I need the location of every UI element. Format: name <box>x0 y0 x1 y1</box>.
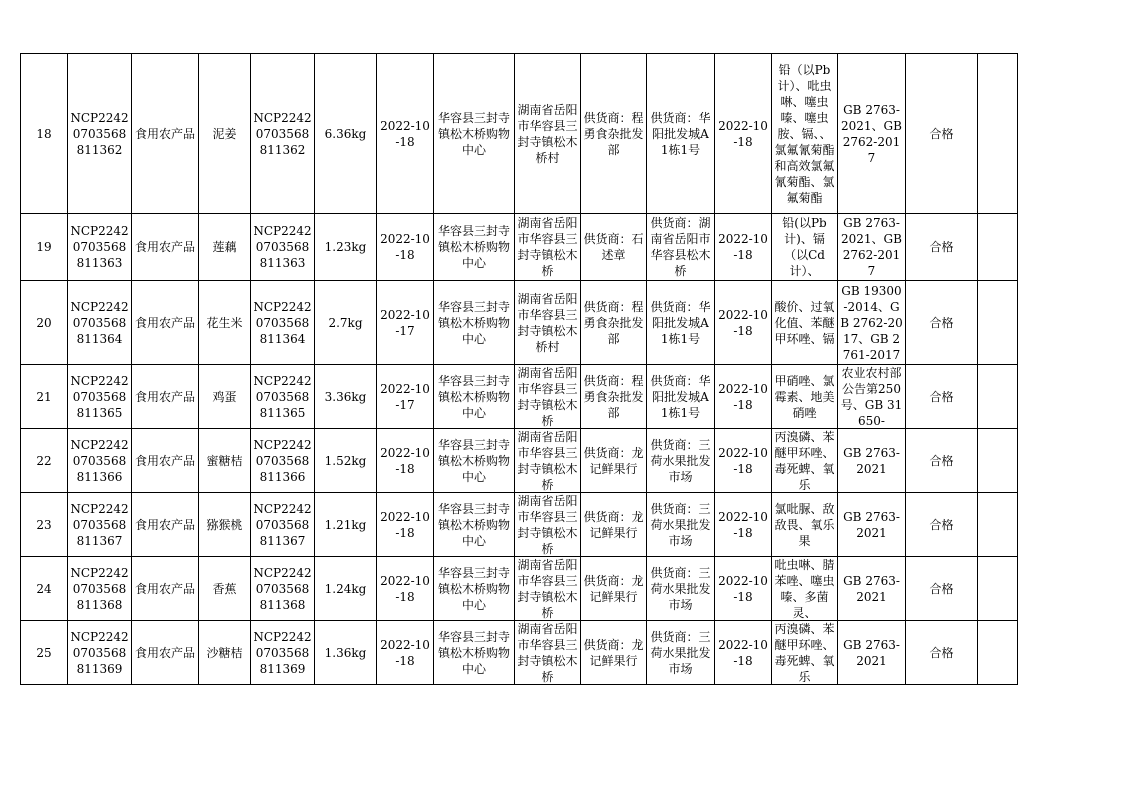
inspection-date: 2022-10-18 <box>718 509 768 540</box>
sample-name-cell <box>199 621 251 685</box>
row-number-cell <box>21 365 68 429</box>
seller-name: 华容县三封寺镇松木桥购物中心 <box>437 565 510 612</box>
seller-name: 华容县三封寺镇松木桥购物中心 <box>437 501 510 548</box>
specification-cell <box>315 621 377 685</box>
sample-name-cell <box>199 557 251 621</box>
standard-basis: 农业农村部公告第250号、GB 31650- <box>840 366 903 428</box>
sample-code-cell <box>68 281 132 365</box>
supplier-address: 供货商：三荷水果批发市场 <box>650 501 711 548</box>
batch-number: NCP22420703568811364 <box>253 299 312 346</box>
seller-address: 湖南省岳阳市华容县三封寺镇松木桥村 <box>517 291 578 354</box>
test-items-cell <box>772 281 838 365</box>
standard-basis-cell <box>838 54 906 214</box>
standard-basis: GB 2763-2021、GB 2762-2017 <box>841 102 902 165</box>
inspection-result-cell <box>906 493 978 557</box>
table-row <box>21 214 1018 281</box>
test-items-cell <box>772 365 838 429</box>
food-category: 食用农产品 <box>134 315 195 330</box>
row-number: 20 <box>36 315 52 330</box>
inspection-results-table <box>20 53 1018 685</box>
batch-number: NCP22420703568811366 <box>253 437 312 484</box>
sample-code-cell <box>68 214 132 281</box>
inspection-result-cell <box>906 281 978 365</box>
seller-name-cell <box>434 281 515 365</box>
sample-name: 香蕉 <box>212 581 237 596</box>
seller-address: 湖南省岳阳市华容县三封寺镇松木桥 <box>517 558 578 620</box>
row-number-cell <box>21 557 68 621</box>
seller-name: 华容县三封寺镇松木桥购物中心 <box>437 629 510 676</box>
remarks-cell <box>978 493 1018 557</box>
test-items: 酸价、过氧化值、苯醚甲环唑、镉 <box>774 299 835 346</box>
production-date: 2022-10-18 <box>380 232 430 262</box>
seller-address-cell <box>515 429 581 493</box>
row-number: 19 <box>36 240 52 254</box>
row-number-cell <box>21 493 68 557</box>
specification: 6.36kg <box>324 126 367 141</box>
standard-basis-cell <box>838 214 906 281</box>
inspection-date-cell <box>715 281 772 365</box>
row-number-cell <box>21 621 68 685</box>
supplier-address-cell <box>647 429 715 493</box>
food-category-cell <box>132 281 199 365</box>
food-category-cell <box>132 557 199 621</box>
specification: 1.52kg <box>324 453 367 468</box>
batch-number-cell <box>251 621 315 685</box>
table-row <box>21 493 1018 557</box>
inspection-date: 2022-10-18 <box>718 637 768 668</box>
remarks-cell <box>978 557 1018 621</box>
batch-number: NCP22420703568811365 <box>253 373 312 420</box>
food-category-cell <box>132 365 199 429</box>
inspection-result: 合格 <box>929 517 954 532</box>
sample-name: 泥姜 <box>212 126 237 141</box>
table-row <box>21 557 1018 621</box>
standard-basis: GB 2763-2021 <box>843 637 900 668</box>
seller-name-cell <box>434 429 515 493</box>
standard-basis: GB 19300-2014、GB 2762-2017、GB 2761-2017 <box>840 283 903 362</box>
inspection-date: 2022-10-18 <box>718 118 768 149</box>
production-date-cell <box>377 54 434 214</box>
supplier-address: 供货商：华阳批发城A1栋1号 <box>650 299 711 346</box>
seller-name: 华容县三封寺镇松木桥购物中心 <box>437 110 510 157</box>
batch-number-cell <box>251 557 315 621</box>
batch-number: NCP22420703568811369 <box>253 629 312 676</box>
food-category: 食用农产品 <box>134 453 195 468</box>
test-items: 吡虫啉、腈苯唑、噻虫嗪、多菌灵、 <box>774 558 835 620</box>
production-date-cell <box>377 621 434 685</box>
remarks-cell <box>978 429 1018 493</box>
production-date-cell <box>377 365 434 429</box>
sample-name-cell <box>199 281 251 365</box>
supplier-name-cell <box>581 365 647 429</box>
food-category-cell <box>132 214 199 281</box>
supplier-name: 供货商：石述章 <box>583 232 644 262</box>
supplier-name: 供货商：龙记鲜果行 <box>583 637 644 668</box>
sample-code: NCP22420703568811362 <box>70 110 129 157</box>
inspection-date-cell <box>715 214 772 281</box>
batch-number: NCP22420703568811368 <box>253 565 312 612</box>
row-number-cell <box>21 281 68 365</box>
supplier-address: 供货商：湖南省岳阳市华容县松木桥 <box>650 216 711 278</box>
specification-cell <box>315 281 377 365</box>
remarks-cell <box>978 54 1018 214</box>
specification: 1.21kg <box>324 517 367 532</box>
supplier-address: 供货商：三荷水果批发市场 <box>650 629 711 676</box>
supplier-name: 供货商：龙记鲜果行 <box>583 509 644 540</box>
production-date: 2022-10-18 <box>380 445 430 476</box>
sample-code: NCP22420703568811368 <box>70 565 129 612</box>
supplier-name: 供货商：程勇食杂批发部 <box>583 373 644 420</box>
production-date: 2022-10-17 <box>380 381 430 412</box>
inspection-date: 2022-10-18 <box>718 381 768 412</box>
food-category: 食用农产品 <box>134 581 195 596</box>
standard-basis: GB 2763-2021 <box>843 509 900 540</box>
test-items: 铅(以Pb计)、镉（以Cd计）、 <box>782 216 827 278</box>
food-category-cell <box>132 621 199 685</box>
sample-code-cell <box>68 365 132 429</box>
sample-code: NCP22420703568811365 <box>70 373 129 420</box>
row-number: 25 <box>36 645 52 660</box>
supplier-name-cell <box>581 429 647 493</box>
seller-name-cell <box>434 54 515 214</box>
standard-basis-cell <box>838 621 906 685</box>
standard-basis-cell <box>838 557 906 621</box>
inspection-result: 合格 <box>929 453 954 468</box>
test-items: 铅（以Pb计）、吡虫啉、噻虫嗪、噻虫胺、镉、、氯氟氰菊酯和高效氯氟氰菊酯、氯氟菊酯 <box>774 62 835 205</box>
production-date-cell <box>377 557 434 621</box>
batch-number: NCP22420703568811367 <box>253 501 312 548</box>
inspection-result-cell <box>906 214 978 281</box>
supplier-name: 供货商：程勇食杂批发部 <box>583 299 644 346</box>
seller-address-cell <box>515 621 581 685</box>
production-date: 2022-10-18 <box>380 573 430 604</box>
seller-name-cell <box>434 214 515 281</box>
inspection-date: 2022-10-18 <box>718 307 768 338</box>
inspection-result-cell <box>906 429 978 493</box>
sample-code-cell <box>68 557 132 621</box>
sample-code: NCP22420703568811364 <box>70 299 129 346</box>
row-number: 18 <box>36 126 52 141</box>
production-date-cell <box>377 429 434 493</box>
seller-address: 湖南省岳阳市华容县三封寺镇松木桥 <box>517 494 578 556</box>
sample-code: NCP22420703568811367 <box>70 501 129 548</box>
table-row <box>21 54 1018 214</box>
inspection-date: 2022-10-18 <box>718 573 768 604</box>
supplier-name: 供货商：龙记鲜果行 <box>583 445 644 476</box>
test-items-cell <box>772 214 838 281</box>
seller-name: 华容县三封寺镇松木桥购物中心 <box>437 373 510 420</box>
test-items-cell <box>772 54 838 214</box>
standard-basis-cell <box>838 281 906 365</box>
food-category-cell <box>132 54 199 214</box>
standard-basis: GB 2763-2021 <box>843 573 900 604</box>
seller-address-cell <box>515 557 581 621</box>
supplier-address-cell <box>647 621 715 685</box>
sample-name-cell <box>199 214 251 281</box>
production-date-cell <box>377 214 434 281</box>
test-items: 甲硝唑、氯霉素、地美硝唑 <box>774 373 835 420</box>
supplier-name: 供货商：龙记鲜果行 <box>583 573 644 604</box>
supplier-address-cell <box>647 493 715 557</box>
supplier-name-cell <box>581 557 647 621</box>
specification-cell <box>315 365 377 429</box>
inspection-date-cell <box>715 429 772 493</box>
supplier-address: 供货商：华阳批发城A1栋1号 <box>650 373 711 420</box>
production-date: 2022-10-18 <box>380 118 430 149</box>
seller-address: 湖南省岳阳市华容县三封寺镇松木桥 <box>517 622 578 684</box>
test-items: 丙溴磷、苯醚甲环唑、毒死蜱、氧乐 <box>774 622 835 684</box>
batch-number-cell <box>251 54 315 214</box>
sample-name: 猕猴桃 <box>206 517 243 532</box>
standard-basis-cell <box>838 365 906 429</box>
production-date-cell <box>377 493 434 557</box>
standard-basis-cell <box>838 429 906 493</box>
specification-cell <box>315 214 377 281</box>
supplier-name-cell <box>581 493 647 557</box>
supplier-address-cell <box>647 365 715 429</box>
supplier-address-cell <box>647 214 715 281</box>
seller-address-cell <box>515 281 581 365</box>
inspection-result: 合格 <box>929 126 954 141</box>
specification-cell <box>315 429 377 493</box>
sample-code-cell <box>68 621 132 685</box>
food-category: 食用农产品 <box>134 240 195 254</box>
seller-name-cell <box>434 621 515 685</box>
sample-name: 莲藕 <box>212 240 237 254</box>
remarks-cell <box>978 281 1018 365</box>
test-items-cell <box>772 429 838 493</box>
sample-code-cell <box>68 493 132 557</box>
batch-number-cell <box>251 429 315 493</box>
sample-name: 鸡蛋 <box>212 389 237 404</box>
supplier-name-cell <box>581 621 647 685</box>
sample-name-cell <box>199 365 251 429</box>
sample-name-cell <box>199 429 251 493</box>
food-category: 食用农产品 <box>134 517 195 532</box>
food-category-cell <box>132 429 199 493</box>
standard-basis-cell <box>838 493 906 557</box>
food-category: 食用农产品 <box>134 645 195 660</box>
batch-number-cell <box>251 281 315 365</box>
supplier-address: 供货商：三荷水果批发市场 <box>650 565 711 612</box>
specification: 1.36kg <box>324 645 367 660</box>
sample-code: NCP22420703568811369 <box>70 629 129 676</box>
sample-name: 花生米 <box>206 315 243 330</box>
standard-basis: GB 2763-2021、GB 2762-2017 <box>841 216 902 278</box>
batch-number: NCP22420703568811363 <box>253 224 312 270</box>
inspection-date-cell <box>715 493 772 557</box>
table-row <box>21 365 1018 429</box>
batch-number-cell <box>251 365 315 429</box>
remarks-cell <box>978 365 1018 429</box>
inspection-result-cell <box>906 365 978 429</box>
test-items: 丙溴磷、苯醚甲环唑、毒死蜱、氧乐 <box>774 430 835 492</box>
supplier-name-cell <box>581 214 647 281</box>
seller-address-cell <box>515 214 581 281</box>
inspection-result-cell <box>906 557 978 621</box>
supplier-name-cell <box>581 281 647 365</box>
seller-address-cell <box>515 54 581 214</box>
seller-name: 华容县三封寺镇松木桥购物中心 <box>437 437 510 484</box>
inspection-result-cell <box>906 54 978 214</box>
supplier-name-cell <box>581 54 647 214</box>
batch-number-cell <box>251 214 315 281</box>
supplier-address-cell <box>647 557 715 621</box>
row-number: 24 <box>36 581 52 596</box>
food-category: 食用农产品 <box>134 389 195 404</box>
row-number-cell <box>21 429 68 493</box>
specification: 1.24kg <box>324 581 367 596</box>
specification: 2.7kg <box>328 315 363 330</box>
row-number: 22 <box>36 453 52 468</box>
sample-name: 蜜糖桔 <box>206 453 243 468</box>
test-items-cell <box>772 493 838 557</box>
seller-name-cell <box>434 557 515 621</box>
seller-address: 湖南省岳阳市华容县三封寺镇松木桥 <box>517 216 578 278</box>
seller-name-cell <box>434 365 515 429</box>
row-number: 23 <box>36 517 52 532</box>
batch-number-cell <box>251 493 315 557</box>
inspection-result: 合格 <box>929 315 954 330</box>
seller-address: 湖南省岳阳市华容县三封寺镇松木桥 <box>517 430 578 492</box>
inspection-result-cell <box>906 621 978 685</box>
seller-address: 湖南省岳阳市华容县三封寺镇松木桥村 <box>517 102 578 165</box>
seller-name-cell <box>434 493 515 557</box>
inspection-result: 合格 <box>929 240 954 254</box>
specification-cell <box>315 493 377 557</box>
production-date: 2022-10-17 <box>380 307 430 338</box>
sample-code-cell <box>68 429 132 493</box>
production-date-cell <box>377 281 434 365</box>
seller-address-cell <box>515 493 581 557</box>
sample-name: 沙糖桔 <box>206 645 243 660</box>
specification: 3.36kg <box>324 389 367 404</box>
inspection-date-cell <box>715 54 772 214</box>
supplier-name: 供货商：程勇食杂批发部 <box>583 110 644 157</box>
inspection-result: 合格 <box>929 645 954 660</box>
specification-cell <box>315 54 377 214</box>
test-items-cell <box>772 621 838 685</box>
test-items: 氯吡脲、敌敌畏、氧乐果 <box>774 501 835 548</box>
supplier-address: 供货商：三荷水果批发市场 <box>650 437 711 484</box>
inspection-date: 2022-10-18 <box>718 445 768 476</box>
row-number-cell <box>21 54 68 214</box>
sample-code: NCP22420703568811363 <box>70 224 129 270</box>
table-row <box>21 621 1018 685</box>
sample-code-cell <box>68 54 132 214</box>
row-number: 21 <box>36 389 52 404</box>
inspection-date-cell <box>715 365 772 429</box>
table-row <box>21 429 1018 493</box>
sample-name-cell <box>199 493 251 557</box>
table-row <box>21 281 1018 365</box>
remarks-cell <box>978 621 1018 685</box>
supplier-address: 供货商：华阳批发城A1栋1号 <box>650 110 711 157</box>
food-category-cell <box>132 493 199 557</box>
inspection-result: 合格 <box>929 581 954 596</box>
supplier-address-cell <box>647 281 715 365</box>
specification: 1.23kg <box>324 240 367 254</box>
specification-cell <box>315 557 377 621</box>
standard-basis: GB 2763-2021 <box>843 445 900 476</box>
seller-address-cell <box>515 365 581 429</box>
seller-name: 华容县三封寺镇松木桥购物中心 <box>437 299 510 346</box>
inspection-date-cell <box>715 621 772 685</box>
batch-number: NCP22420703568811362 <box>253 110 312 157</box>
remarks-cell <box>978 214 1018 281</box>
test-items-cell <box>772 557 838 621</box>
food-category: 食用农产品 <box>134 126 195 141</box>
sample-name-cell <box>199 54 251 214</box>
inspection-date: 2022-10-18 <box>718 232 768 262</box>
row-number-cell <box>21 214 68 281</box>
sample-code: NCP22420703568811366 <box>70 437 129 484</box>
seller-address: 湖南省岳阳市华容县三封寺镇松木桥 <box>517 366 578 428</box>
production-date: 2022-10-18 <box>380 637 430 668</box>
production-date: 2022-10-18 <box>380 509 430 540</box>
inspection-date-cell <box>715 557 772 621</box>
inspection-result: 合格 <box>929 389 954 404</box>
supplier-address-cell <box>647 54 715 214</box>
seller-name: 华容县三封寺镇松木桥购物中心 <box>437 224 510 270</box>
